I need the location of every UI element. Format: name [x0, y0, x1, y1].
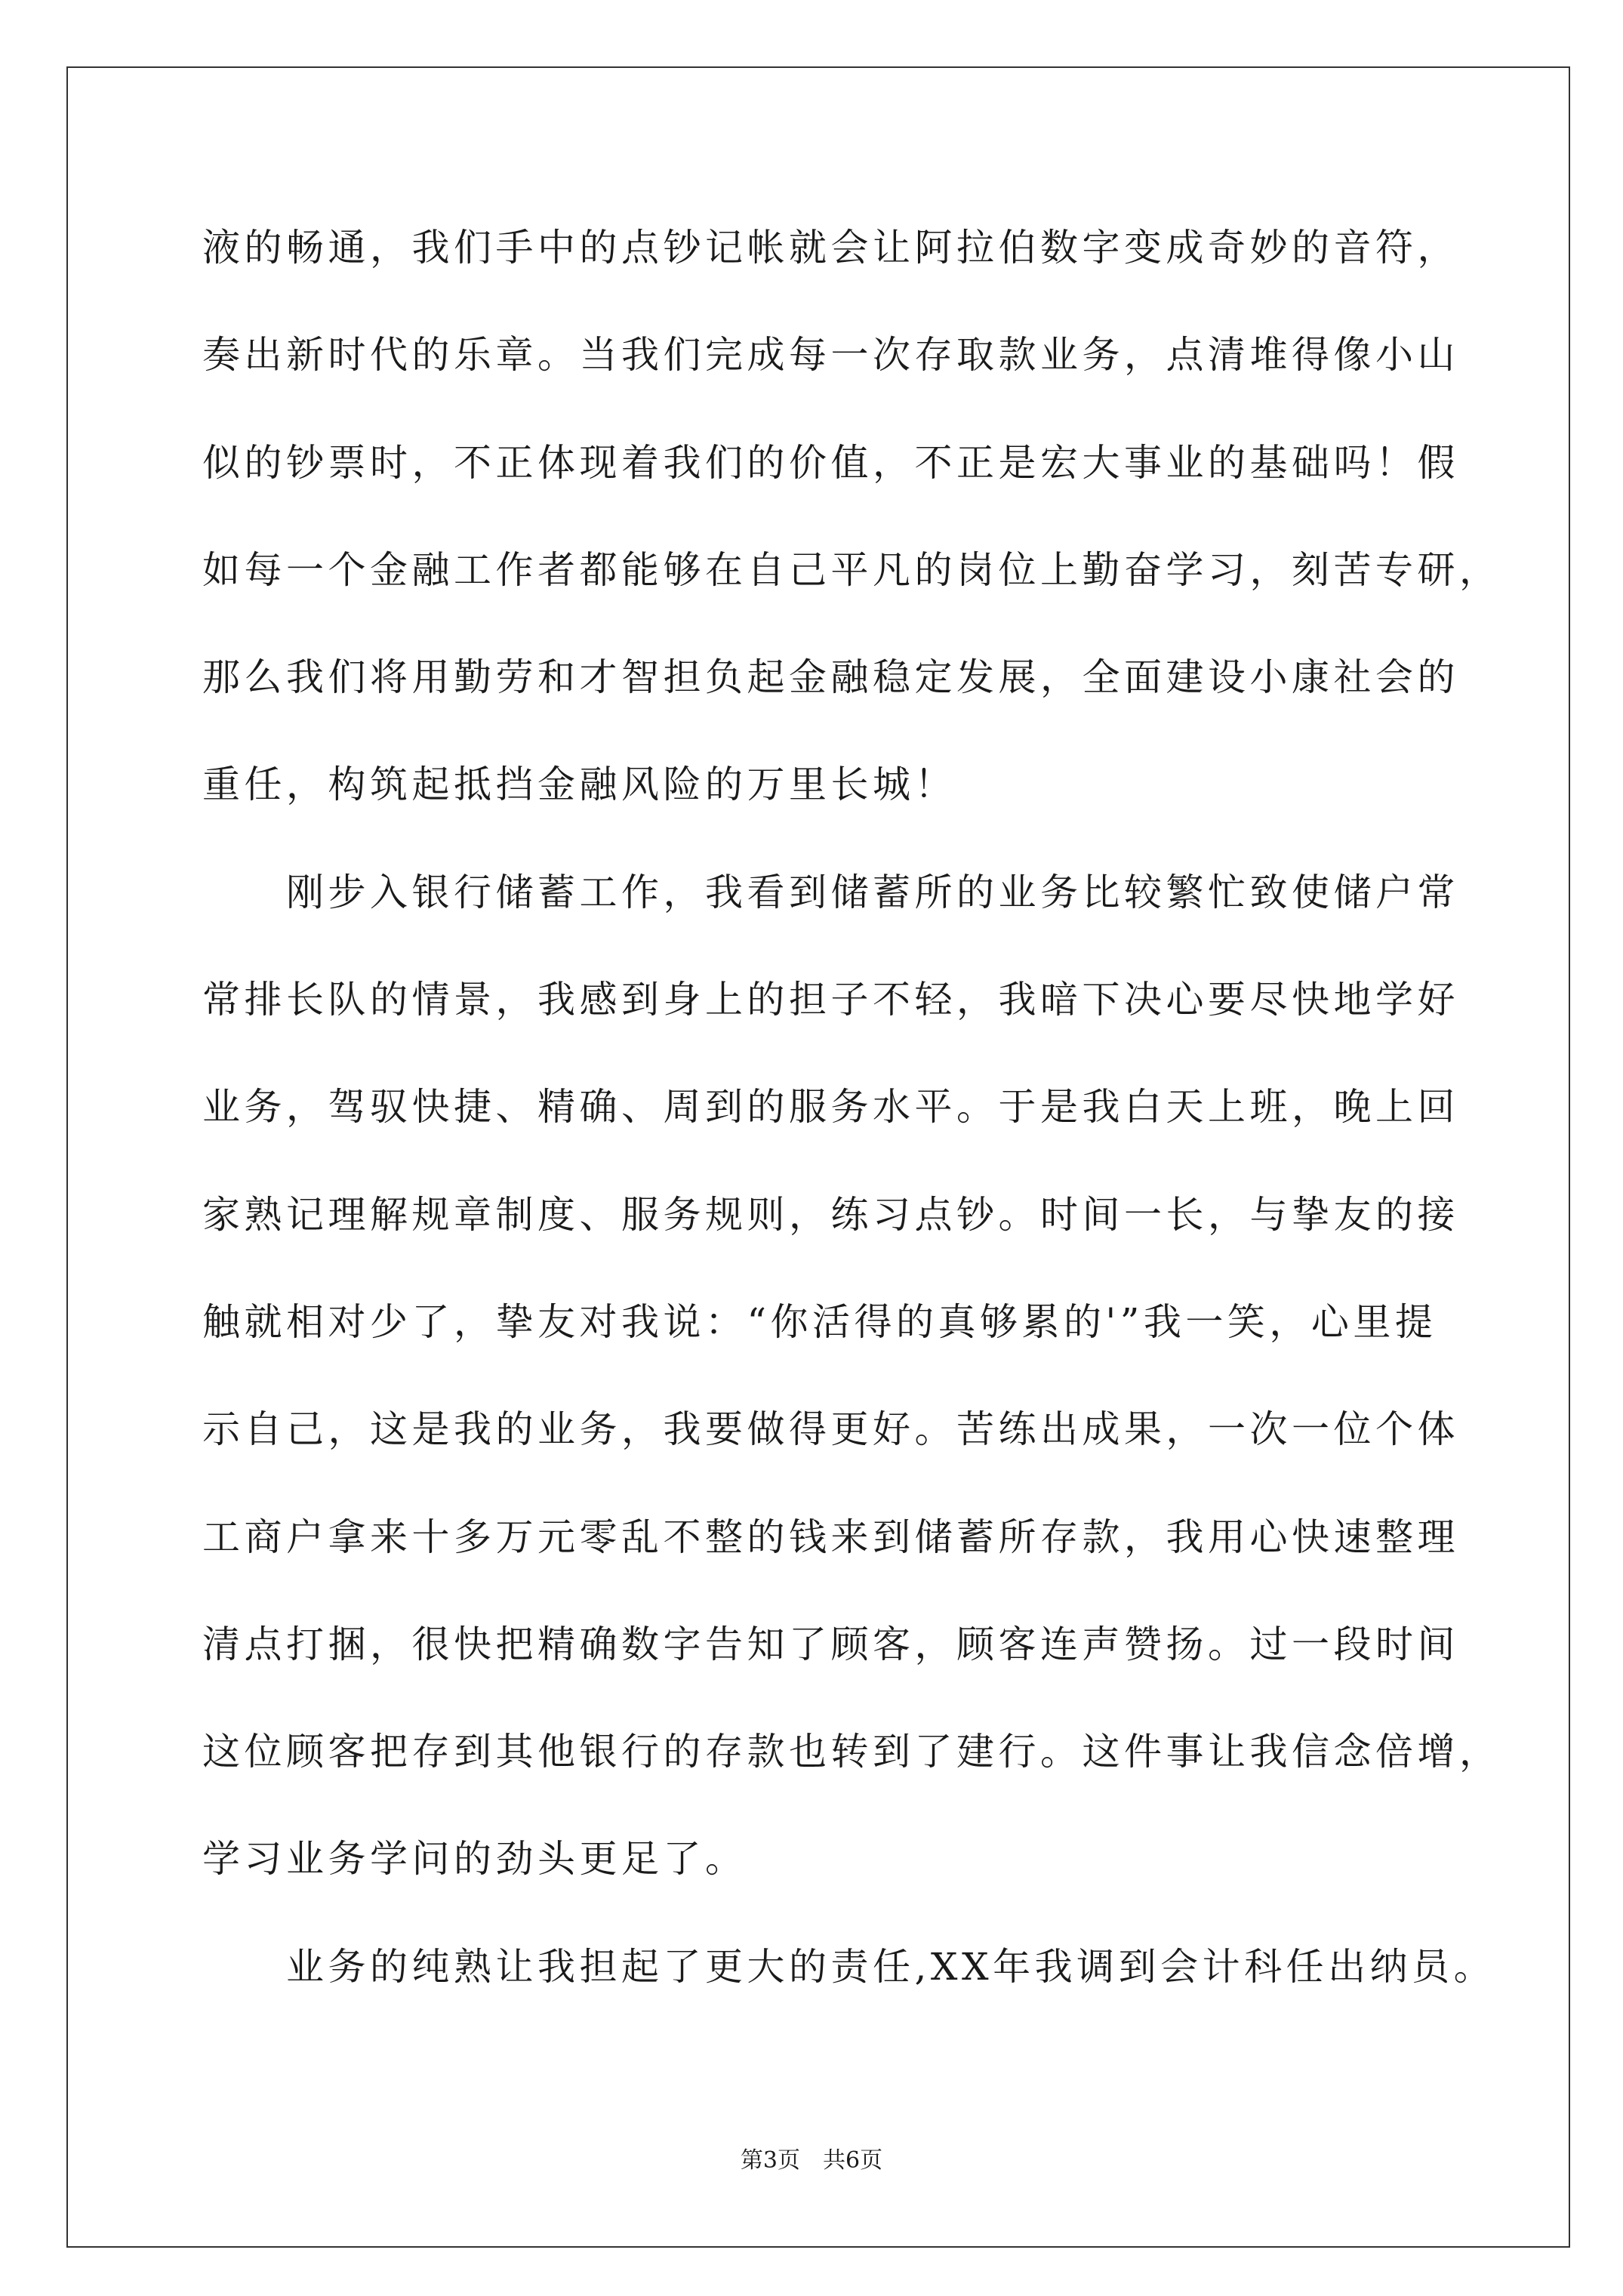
text-line: 这位顾客把存到其他银行的存款也转到了建行。这件事让我信念倍增，	[202, 1730, 1501, 1774]
text-line: 业务的纯熟让我担起了更大的责任,XX年我调到会计科任出纳员。	[286, 1944, 1496, 1989]
text-line: 业务，驾驭快捷、精确、周到的服务水平。于是我白天上班，晚上回	[202, 1085, 1459, 1130]
paragraph	[202, 839, 1554, 1913]
text-line: 刚步入银行储蓄工作，我看到储蓄所的业务比较繁忙致使储户常	[286, 870, 1459, 914]
text-line: 清点打捆，很快把精确数字告知了顾客，顾客连声赞扬。过一段时间	[202, 1622, 1459, 1666]
text-line: 液的畅通，我们手中的点钞记帐就会让阿拉伯数字变成奇妙的音符，	[202, 226, 1459, 270]
text-line: 重任，构筑起抵挡金融风险的万里长城！	[202, 763, 956, 807]
text-line: 家熟记理解规章制度、服务规则，练习点钞。时间一长，与挚友的接	[202, 1192, 1459, 1237]
text-line: 似的钞票时，不正体现着我们的价值，不正是宏大事业的基础吗！假	[202, 440, 1459, 485]
text-line: 示自己，这是我的业务，我要做得更好。苦练出成果，一次一位个体	[202, 1407, 1459, 1452]
text-line: 学习业务学问的劲头更足了。	[202, 1837, 747, 1881]
paragraph	[202, 194, 1554, 839]
text-line: 常排长队的情景，我感到身上的担子不轻，我暗下决心要尽快地学好	[202, 978, 1459, 1022]
text-line: 那么我们将用勤劳和才智担负起金融稳定发展，全面建设小康社会的	[202, 655, 1459, 700]
text-line: 如每一个金融工作者都能够在自己平凡的岗位上勤奋学习，刻苦专研，	[202, 547, 1501, 592]
text-line: 奏出新时代的乐章。当我们完成每一次存取款业务，点清堆得像小山	[202, 333, 1459, 378]
text-line: 工商户拿来十多万元零乱不整的钱来到储蓄所存款，我用心快速整理	[202, 1515, 1459, 1559]
text-line: 触就相对少了，挚友对我说：“你活得的真够累的'”我一笑，心里提	[202, 1299, 1437, 1344]
paragraph	[202, 1913, 1554, 2020]
page-footer: 第3页 共6页	[740, 2147, 883, 2174]
document-body	[202, 194, 1554, 2020]
